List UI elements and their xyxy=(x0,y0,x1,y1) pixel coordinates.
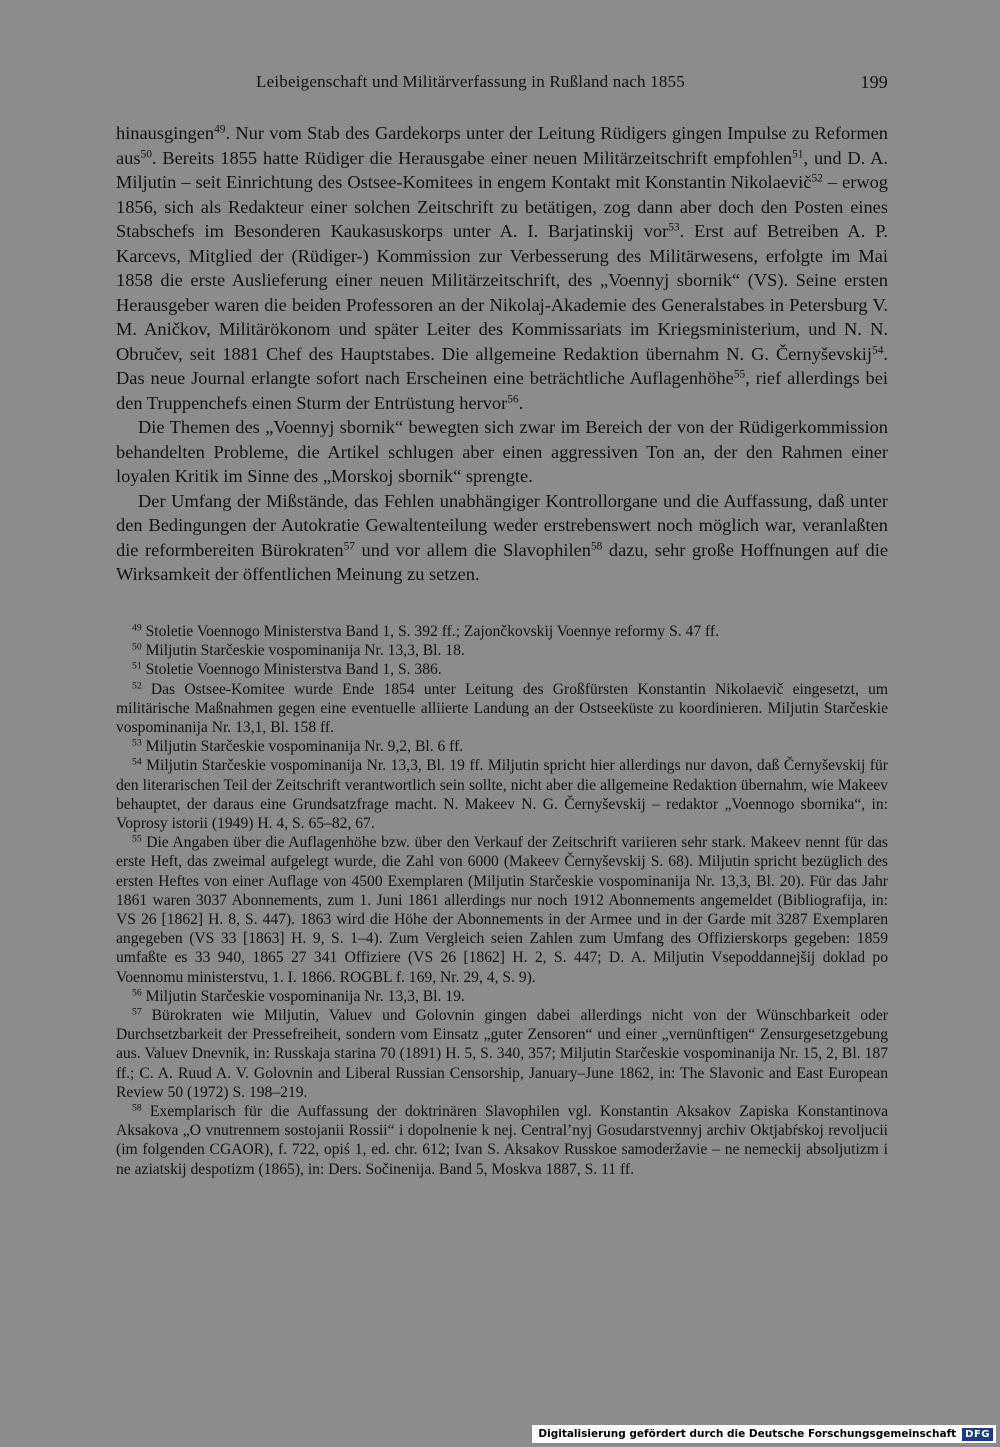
credit-text: Digitalisierung gefördert durch die Deutsche Forschungsgemeinschaft xyxy=(538,1428,957,1440)
footnote-number: 56 xyxy=(132,987,142,999)
text-run: . Das neue Journal erlangte sofort nach Erscheinen eine beträchtliche Auflagenhöhe xyxy=(116,343,888,388)
text-run: . xyxy=(518,392,524,413)
footnote-number: 53 xyxy=(132,737,142,749)
footnote-number: 51 xyxy=(132,661,142,673)
footnote-ref: 56 xyxy=(507,393,519,406)
text-run: dazu, sehr große Hoffnungen auf die Wirksamkeit der öffentlichen Meinung zu setzen. xyxy=(116,539,888,584)
footnote xyxy=(116,660,888,679)
footnote xyxy=(116,680,888,738)
paragraph-1 xyxy=(116,121,888,415)
footnote-ref: 58 xyxy=(590,540,603,553)
footnote-number: 58 xyxy=(132,1102,142,1114)
footnote-text: Exemplarisch für die Auffassung der doktrinären Slavophilen vgl. Konstantin Aksakov Zapiska Konstantinova Aksakova „O vnutrennem sostojanii Rossii“ i dopolnenie k nej. Central’nyj Gosudarstvennyj archiv Oktjabŕskoj revoljucii (im folgenden CGAOR), f. 722, opiś 1, ed. chr. 612; Ivan S. Aksakov Russkoe samoderžavie – ne nemeckij absoljutizm i ne aziatskij despotizm (1865), in: Ders. Sočinenija. Band 5, Moskva 1887, S. 11 ff. xyxy=(116,1103,888,1178)
text-run: hinausgingen xyxy=(116,123,215,143)
footnote-ref: 50 xyxy=(140,148,152,161)
footnote-ref: 49 xyxy=(214,123,226,136)
text-run: . Bereits 1855 hatte Rüdiger die Herausgabe einer neuen Militärzeitschrift empfohlen xyxy=(151,147,793,168)
running-title: Leibeigenschaft und Militärverfassung in Rußland nach 1855 xyxy=(256,72,685,91)
footnote-ref: 51 xyxy=(792,148,804,161)
footnote xyxy=(116,987,888,1006)
digitization-credit xyxy=(532,1425,996,1443)
footnote-text: Miljutin Starčeskie vospominanija Nr. 9,2, Bl. 6 ff. xyxy=(145,738,464,756)
footnote xyxy=(116,833,888,987)
page-number: 199 xyxy=(860,72,888,92)
footnote xyxy=(116,737,888,756)
paragraph-2: Die Themen des „Voennyj sbornik“ bewegten sich zwar im Bereich der von der Rüdigerkommission behandelten Probleme, die Artikel schlugen aber einen aggressiven Ton an, der den Rahmen einer loyalen Kritik im Sinne des „Morskoj sbornik“ sprengte. xyxy=(116,417,888,486)
footnote xyxy=(116,1006,888,1102)
footnote-number: 50 xyxy=(132,641,142,653)
footnote-ref: 52 xyxy=(811,172,823,185)
text-run: – erwog 1856, sich als Redakteur einer solchen Zeitschrift zu betätigen, zog dann aber doch den Posten eines Stabschefs im Besonderen Kaukasuskorps unter A. I. Barjatinskij vor xyxy=(116,172,888,241)
text-run: , rief allerdings bei den Truppenchefs einen Sturm der Entrüstung hervor xyxy=(116,368,888,413)
footnote xyxy=(116,641,888,660)
footnote-number: 49 xyxy=(132,622,142,634)
footnote-ref: 57 xyxy=(343,540,355,553)
footnote-text: Stoletie Voennogo Ministerstva Band 1, S. 386. xyxy=(145,661,442,679)
footnote-number: 54 xyxy=(132,757,142,769)
footnote-text: Miljutin Starčeskie vospominanija Nr. 13,3, Bl. 18. xyxy=(145,642,465,660)
footnote-ref: 54 xyxy=(872,344,884,357)
footnote xyxy=(116,1102,888,1179)
text-run: , und D. A. Miljutin – seit Einrichtung des Ostsee-Komitees in engem Kontakt mit Konstantin Nikolaevič xyxy=(116,147,888,192)
footnote-text: Miljutin Starčeskie vospominanija Nr. 13,3, Bl. 19 ff. Miljutin spricht hier allerdings nur davon, daß Černyševskij für den literarischen Teil der Zeitschrift verantwortlich sein sollte, nicht aber die allgemeine Redaktion übernahm, wie Makeev behauptet, der daraus eine Grundsatzfrage macht. N. Makeev N. G. Černyševskij – redaktor „Voennogo sbornika“, in: Voprosy istorii (1949) H. 4, S. 65–82, 67. xyxy=(116,757,888,833)
footnote-text: Miljutin Starčeskie vospominanija Nr. 13,3, Bl. 19. xyxy=(145,987,465,1005)
footnote-text: Bürokraten wie Miljutin, Valuev und Golovnin gingen dabei allerdings nicht von der Wünschbarkeit oder Durchsetzbarkeit der Pressefreiheit, sondern vom Einsatz „guter Zensoren“ und einer „vernünftigen“ Zensurgesetzgebung aus. Valuev Dnevnik, in: Russkaja starina 70 (1891) H. 5, S. 340, 357; Miljutin Starčeskie vospominanija Nr. 15, 2, Bl. 187 ff.; C. A. Ruud A. V. Golovnin and Liberal Russian Censorship, January–June 1862, in: The Slavonic and East European Review 50 (1972) S. 198–219. xyxy=(116,1007,888,1101)
text-run: Der Umfang der Mißstände, das Fehlen unabhängiger Kontrollorgane und die Auffassung, daß unter den Bedingungen der Autokratie Gewaltenteilung weder erstrebenswert noch möglich war, veranlaßten die reformbereiten Bürokraten xyxy=(116,490,888,560)
footnote-number: 52 xyxy=(132,680,142,692)
footnote-number: 57 xyxy=(132,1006,142,1018)
text-run: . Erst auf Betreiben A. P. Karcevs, Mitglied der (Rüdiger-) Kommission zur Verbesserung des Militärwesens, erfolgte im Mai 1858 die erste Auslieferung einer neuen Militärzeitschrift, des „Voennyj sbornik“ (VS). Seine ersten Herausgeber waren die beiden Professoren an der Nikolaj-Akademie des Generalstabes in Petersburg V. M. Aničkov, Militärökonom und später Leiter des Kommissariats im Kriegsministerium, und N. N. Obručev, seit 1881 Chef des Hauptstabes. Die allgemeine Redaktion übernahm N. G. Černyševskij xyxy=(116,221,888,364)
footnote-ref: 53 xyxy=(668,221,680,234)
paragraph-3 xyxy=(116,489,888,587)
footnotes xyxy=(116,622,888,1179)
footnote xyxy=(116,756,888,833)
dfg-logo: DFG xyxy=(962,1428,993,1441)
footnote xyxy=(116,622,888,641)
text-run: . Nur vom Stab des Gardekorps unter der Leitung Rüdigers gingen Impulse zu Reformen aus xyxy=(116,123,888,168)
main-text xyxy=(116,121,888,587)
footnote-ref: 55 xyxy=(733,368,746,381)
footnote-text: Die Angaben über die Auflagenhöhe bzw. über den Verkauf der Zeitschrift variieren sehr stark. Makeev nennt für das erste Heft, das zweimal aufgelegt wurde, die Zahl von 6000 (Makeev Černyševskij S. 68). Miljutin spricht bezüglich des ersten Heftes von einer Auflage von 4500 Exemplaren (Miljutin Starčeskie vospominanija Nr. 13,3, Bl. 20). Für das Jahr 1861 waren 3037 Abonnements, zum 1. Juni 1861 allerdings nur noch 1912 Abonnements angemeldet (Bibliografija, in: VS 26 [1862] H. 8, S. 447). 1863 wird die Höhe der Abonnements in der Armee und in der Garde mit 3287 Exemplaren angegeben (VS 33 [1863] H. 9, S. 1–4). Zum Vergleich seien Zahlen zum Umfang des Offizierskorps gegeben: 1859 umfaßte es 33 940, 1865 27 341 Offiziere (VS 26 [1862] H. 2, S. 447; D. A. Miljutin Vsepoddannejšij doklad po Voennomu ministerstvu, 1. I. 1866. ROGBL f. 169, Nr. 29, 4, S. 9). xyxy=(116,834,888,986)
footnote-text: Das Ostsee-Komitee wurde Ende 1854 unter Leitung des Großfürsten Konstantin Nikolaevič eingesetzt, um militärische Maßnahmen gegen eine eventuelle alliierte Landung an der Ostseeküste zu koordinieren. Miljutin Starčeskie vospominanija Nr. 13,1, Bl. 158 ff. xyxy=(116,680,888,737)
footnote-text: Stoletie Voennogo Ministerstva Band 1, S. 392 ff.; Zajončkovskij Voennye reformy S. 47 ff. xyxy=(145,623,720,640)
footnote-number: 55 xyxy=(132,833,142,845)
text-run: und vor allem die Slavophilen xyxy=(354,539,591,560)
